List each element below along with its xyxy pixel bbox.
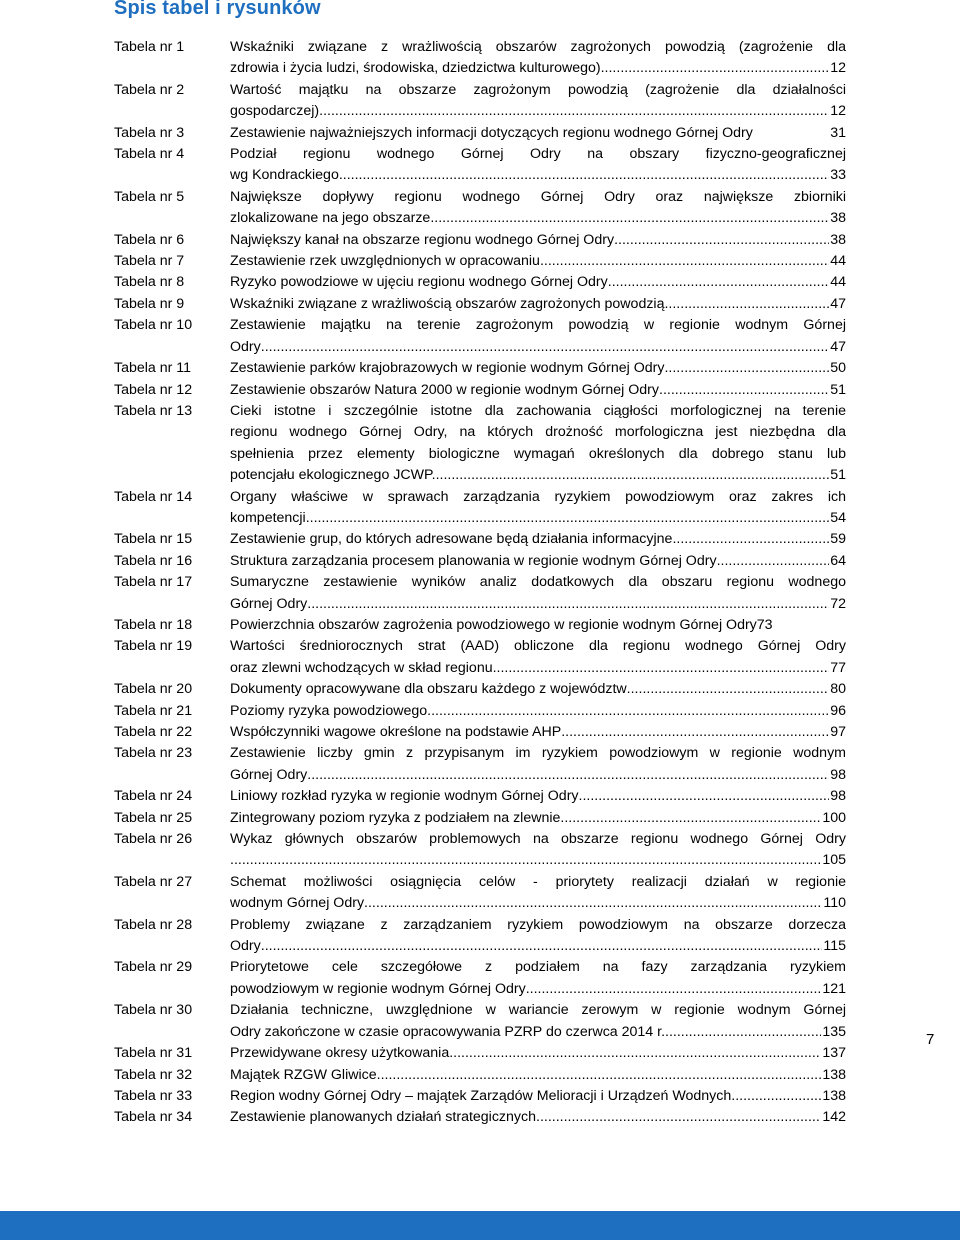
toc-entry-page-number: 12 <box>830 103 846 120</box>
dot-leader <box>427 701 829 722</box>
toc-entry[interactable] <box>114 1000 846 1043</box>
toc-entry-text-line: Region wodny Górnej Odry – majątek Zarządów Melioracji i Urządzeń Wodnych <box>230 1087 732 1104</box>
toc-entry-page-number: 142 <box>822 1109 846 1126</box>
toc-entry-text-line: Podział regionu wodnego Górnej Odry na obszary fizyczno-geograficznej <box>230 146 846 163</box>
toc-entry[interactable] <box>114 551 846 572</box>
toc-entry-description <box>230 679 846 700</box>
toc-entry-text-line: zlokalizowane na jego obszarze <box>230 210 431 227</box>
toc-entry-text-line: Cieki istotne i szczególnie istotne dla zachowania ciągłości morfologicznej na terenie <box>230 402 846 419</box>
toc-entry-label: Tabela nr 19 <box>114 638 193 655</box>
toc-entry-label: Tabela nr 25 <box>114 809 193 826</box>
toc-entry-page-number: 72 <box>830 595 846 612</box>
toc-entry[interactable] <box>114 701 846 722</box>
toc-entry[interactable] <box>114 294 846 315</box>
toc-entry-label: Tabela nr 6 <box>114 231 185 248</box>
toc-entry-page-number: 137 <box>822 1045 846 1062</box>
toc-entry-text-line: Górnej Odry <box>230 766 308 783</box>
toc-entry-page-number: 138 <box>822 1087 846 1104</box>
dot-leader <box>664 294 829 315</box>
toc-entry-text-line: wg Kondrackiego <box>230 167 339 184</box>
toc-entry-label: Tabela nr 11 <box>114 360 192 377</box>
toc-entry-label: Tabela nr 12 <box>114 381 193 398</box>
toc-entry[interactable] <box>114 401 846 487</box>
dot-leader <box>601 58 830 79</box>
toc-entry-page-number: 54 <box>830 509 846 526</box>
footer-bar <box>0 1211 960 1240</box>
toc-entry-page-number: 138 <box>822 1066 846 1083</box>
toc-entry-description <box>230 529 846 550</box>
toc-entry[interactable] <box>114 915 846 958</box>
toc-entry[interactable] <box>114 1043 846 1064</box>
toc-entry-text-line: Powierzchnia obszarów zagrożenia powodziowego w regionie wodnym Górnej Odry <box>230 616 757 633</box>
toc-entry[interactable] <box>114 957 846 1000</box>
toc-entry[interactable] <box>114 1086 846 1107</box>
toc-entry[interactable] <box>114 679 846 700</box>
toc-entry[interactable] <box>114 529 846 550</box>
toc-entry[interactable] <box>114 615 846 636</box>
toc-entry[interactable] <box>114 230 846 251</box>
toc-entry-label: Tabela nr 4 <box>114 146 185 163</box>
toc-entry-description <box>230 251 846 272</box>
toc-entry-label: Tabela nr 26 <box>114 831 193 848</box>
dot-leader <box>659 380 829 401</box>
toc-entry-label: Tabela nr 13 <box>114 402 193 419</box>
toc-entry-page-number: 135 <box>822 1023 846 1040</box>
toc-entry-page-number: 96 <box>830 702 846 719</box>
toc-entry-label: Tabela nr 16 <box>114 552 193 569</box>
toc-entry-text-line: Organy właściwe w sprawach zarządzania ryzykiem powodziowym oraz zakres ich <box>230 488 846 505</box>
toc-entry-label: Tabela nr 31 <box>114 1045 193 1062</box>
dot-leader <box>672 529 829 550</box>
toc-entry-description <box>230 401 846 487</box>
dot-leader <box>493 658 830 679</box>
toc-entry-text-line: Wykaz głównych obszarów problemowych na obszarze regionu wodnego Górnej Odry <box>230 831 846 848</box>
toc-entry[interactable] <box>114 872 846 915</box>
toc-entry-label: Tabela nr 33 <box>114 1087 193 1104</box>
toc-entry-text-line: Największy kanał na obszarze regionu wodnego Górnej Odry <box>230 231 615 248</box>
toc-entry-description <box>230 1065 846 1086</box>
toc-entry[interactable] <box>114 786 846 807</box>
dot-leader <box>436 465 830 486</box>
dot-leader <box>579 786 830 807</box>
dot-leader <box>339 165 829 186</box>
dot-leader <box>230 850 821 871</box>
toc-entry-page-number: 50 <box>830 360 846 377</box>
toc-entry[interactable] <box>114 1107 846 1128</box>
dot-leader <box>307 765 829 786</box>
toc-entry-text-line: Ryzyko powodziowe w ujęciu regionu wodnego Górnej Odry <box>230 274 608 291</box>
toc-entry-label: Tabela nr 17 <box>114 574 193 591</box>
dot-leader <box>377 1065 822 1086</box>
toc-entry-description <box>230 144 846 187</box>
toc-entry[interactable] <box>114 722 846 743</box>
toc-entry-description <box>230 872 846 915</box>
toc-entry[interactable] <box>114 636 846 679</box>
dot-leader <box>614 230 829 251</box>
toc-entry-page-number: 47 <box>830 338 846 355</box>
toc-entry-description <box>230 358 846 379</box>
dot-leader <box>536 1107 821 1128</box>
toc-entry-description <box>230 230 846 251</box>
toc-entry-description <box>230 294 846 315</box>
toc-entry-text-line: Wartość majątku na obszarze zagrożonym powodzią (zagrożenie dla działalności <box>230 81 846 98</box>
toc-entry-description <box>230 272 846 293</box>
toc-entry-text-line: Priorytetowe cele szczegółowe z podziałem na fazy zarządzania ryzykiem <box>230 959 846 976</box>
toc-entry-label: Tabela nr 29 <box>114 959 193 976</box>
toc-entry-page-number: 115 <box>823 938 846 955</box>
toc-entry-label: Tabela nr 20 <box>114 681 193 698</box>
toc-entry-text-line: Zestawienie rzek uwzględnionych w opracowaniu <box>230 253 540 270</box>
toc-entry-label: Tabela nr 18 <box>114 616 193 633</box>
toc-entry-page-number: 73 <box>756 616 773 633</box>
toc-entry[interactable] <box>114 572 846 615</box>
toc-entry-text-line: wodnym Górnej Odry <box>230 895 365 912</box>
toc-entry[interactable] <box>114 487 846 530</box>
toc-entry-description <box>230 915 846 958</box>
page-title: Spis tabel i rysunków <box>114 0 321 19</box>
toc-entry-description <box>230 722 846 743</box>
toc-entry-text-line: Sumaryczne zestawienie wyników analiz dodatkowych dla obszaru regionu wodnego <box>230 574 846 591</box>
toc-entry-page-number: 100 <box>822 809 846 826</box>
toc-entry-text-line: Zestawienie majątku na terenie zagrożonym powodzią w regionie wodnym Górnej <box>230 317 846 334</box>
toc-entry-description <box>230 743 846 786</box>
toc-entry-text-line: Dokumenty opracowywane dla obszaru każdego z województw <box>230 681 627 698</box>
toc-entry-description <box>230 829 846 872</box>
toc-entry-description <box>230 123 846 144</box>
dot-leader <box>364 893 822 914</box>
toc-entry-label: Tabela nr 5 <box>114 188 185 205</box>
dot-leader <box>261 337 829 358</box>
toc-entry-label: Tabela nr 10 <box>114 317 193 334</box>
toc-entry-page-number: 98 <box>830 766 846 783</box>
toc-entry-label: Tabela nr 7 <box>114 253 185 270</box>
table-of-contents <box>114 37 846 1129</box>
toc-entry-label: Tabela nr 21 <box>114 702 193 719</box>
dot-leader <box>307 594 829 615</box>
toc-entry[interactable] <box>114 251 846 272</box>
toc-entry-text-line: Zestawienie parków krajobrazowych w regionie wodnym Górnej Odry <box>230 360 665 377</box>
toc-entry-text-line: Zestawienie liczby gmin z przypisanym im ryzykiem powodziowym w regionie wodnym <box>230 745 846 762</box>
toc-entry-page-number: 38 <box>830 231 846 248</box>
toc-entry[interactable] <box>114 144 846 187</box>
toc-entry-text-line: Poziomy ryzyka powodziowego <box>230 702 428 719</box>
toc-entry-label: Tabela nr 27 <box>114 873 193 890</box>
toc-entry-text-line: Górnej Odry <box>230 595 308 612</box>
toc-entry-description <box>230 1086 846 1107</box>
toc-entry-label: Tabela nr 32 <box>114 1066 193 1083</box>
toc-entry-text-line: oraz zlewni wchodzących w skład regionu <box>230 659 493 676</box>
toc-entry-description <box>230 786 846 807</box>
toc-entry-page-number: 44 <box>830 274 846 291</box>
toc-entry-label: Tabela nr 9 <box>114 295 185 312</box>
toc-entry-label: Tabela nr 1 <box>114 39 185 55</box>
toc-entry-text-line: Odry zakończone w czasie opracowywania PZRP do czerwca 2014 r. <box>230 1023 666 1040</box>
toc-entry-page-number: 12 <box>830 60 846 77</box>
toc-entry-page-number: 47 <box>830 295 846 312</box>
toc-entry-text-line: regionu wodnego Górnej Odry, na których drożność morfologiczna jest niezbędna dla <box>230 424 846 441</box>
toc-entry-description <box>230 1107 846 1128</box>
toc-entry-text-line: kompetencji <box>230 509 306 526</box>
toc-entry-description <box>230 957 846 1000</box>
toc-entry-page-number: 33 <box>830 167 846 184</box>
toc-entry-label: Tabela nr 3 <box>114 124 185 141</box>
toc-entry-description <box>230 1043 846 1064</box>
toc-entry-page-number: 64 <box>830 552 846 569</box>
toc-entry-label: Tabela nr 15 <box>114 531 193 548</box>
toc-entry[interactable] <box>114 743 846 786</box>
toc-entry-text-line: Zestawienie obszarów Natura 2000 w regionie wodnym Górnej Odry <box>230 381 659 398</box>
toc-entry-description <box>230 315 846 358</box>
toc-entry-text-line: Wskaźniki związane z wrażliwością obszarów zagrożonych powodzią (zagrożenie dla <box>230 39 846 55</box>
toc-entry-page-number: 38 <box>830 210 846 227</box>
dot-leader <box>608 272 829 293</box>
toc-entry-label: Tabela nr 24 <box>114 788 193 805</box>
toc-entry-page-number: 97 <box>830 724 846 740</box>
dot-leader <box>319 101 829 122</box>
toc-entry-page-number: 51 <box>830 381 846 398</box>
toc-entry-text-line: Zestawienie planowanych działań strategicznych <box>230 1109 536 1126</box>
toc-entry-description <box>230 551 846 572</box>
toc-entry-page-number: 110 <box>823 895 846 912</box>
toc-entry[interactable] <box>114 358 846 379</box>
dot-leader <box>561 722 829 743</box>
toc-entry[interactable] <box>114 80 846 123</box>
page-number: 7 <box>926 1031 935 1048</box>
toc-entry[interactable] <box>114 272 846 293</box>
toc-entry-page-number: 77 <box>830 659 846 676</box>
dot-leader <box>560 808 821 829</box>
toc-entry[interactable] <box>114 808 846 829</box>
toc-entry[interactable] <box>114 37 846 80</box>
toc-entry-text-line: Zestawienie najważniejszych informacji dotyczących regionu wodnego Górnej Odry <box>230 124 753 141</box>
dot-leader <box>540 251 829 272</box>
toc-entry-text-line: Problemy związane z zarządzaniem ryzykiem powodziowym na obszarze dorzecza <box>230 916 846 933</box>
toc-entry-text-line: gospodarczej) <box>230 103 320 120</box>
toc-entry-description <box>230 380 846 401</box>
toc-entry-description <box>230 636 846 679</box>
toc-entry-description <box>230 1000 846 1043</box>
toc-entry-text-line: Odry <box>230 338 261 355</box>
toc-entry-page-number: 31 <box>830 124 846 141</box>
toc-entry-label: Tabela nr 8 <box>114 274 185 291</box>
toc-entry-text-line: Schemat możliwości osiągnięcia celów - priorytety realizacji działań w regionie <box>230 873 846 890</box>
toc-entry-label: Tabela nr 22 <box>114 724 193 740</box>
toc-entry-text-line: Współczynniki wagowe określone na podstawie AHP <box>230 724 562 740</box>
toc-entry-label: Tabela nr 23 <box>114 745 193 762</box>
toc-entry-text-line: Działania techniczne, uwzględnione w wariancie zerowym w regionie wodnym Górnej <box>230 1002 846 1019</box>
toc-entry-label: Tabela nr 34 <box>114 1109 193 1126</box>
toc-entry-description <box>230 487 846 530</box>
dot-leader <box>261 936 823 957</box>
toc-entry[interactable] <box>114 123 846 144</box>
toc-entry-text-line: Liniowy rozkład ryzyka w regionie wodnym Górnej Odry <box>230 788 579 805</box>
toc-entry-text-line: Odry <box>230 938 261 955</box>
toc-entry-description <box>230 37 846 80</box>
dot-leader <box>430 208 829 229</box>
toc-entry-description <box>230 187 846 230</box>
toc-entry-text-line: Przewidywane okresy użytkowania <box>230 1045 450 1062</box>
dot-leader <box>664 358 829 379</box>
toc-entry-description <box>230 808 846 829</box>
toc-entry-text-line: Zintegrowany poziom ryzyka z podziałem na zlewnie <box>230 809 561 826</box>
toc-entry-text-line: potencjału ekologicznego JCWP. <box>230 467 436 484</box>
dot-leader <box>306 508 830 529</box>
toc-entry-description <box>230 572 846 615</box>
dot-leader <box>665 1022 821 1043</box>
toc-entry-page-number: 105 <box>822 852 846 869</box>
dot-leader <box>731 1086 821 1107</box>
dot-leader <box>627 679 830 700</box>
toc-entry-text-line: Struktura zarządzania procesem planowania w regionie wodnym Górnej Odry <box>230 552 717 569</box>
toc-entry-label: Tabela nr 30 <box>114 1002 193 1019</box>
toc-entry[interactable] <box>114 829 846 872</box>
toc-entry-page-number: 59 <box>830 531 846 548</box>
dot-leader <box>526 979 822 1000</box>
dot-leader <box>717 551 830 572</box>
toc-entry-page-number: 98 <box>830 788 846 805</box>
toc-entry-text-line: Zestawienie grup, do których adresowane będą działania informacyjne <box>230 531 673 548</box>
toc-entry[interactable] <box>114 380 846 401</box>
toc-entry-text-line: Wskaźniki związane z wrażliwością obszarów zagrożonych powodzią <box>230 295 665 312</box>
toc-entry-text-line: Wartości średniorocznych strat (AAD) obliczone dla regionu wodnego Górnej Odry <box>230 638 846 655</box>
toc-entry-label: Tabela nr 2 <box>114 81 185 98</box>
toc-entry[interactable] <box>114 187 846 230</box>
toc-entry-description <box>230 701 846 722</box>
toc-entry-text-line: Największe dopływy regionu wodnego Górnej Odry oraz największe zbiorniki <box>230 188 846 205</box>
toc-entry-label: Tabela nr 14 <box>114 488 193 505</box>
toc-entry-page-number: 80 <box>830 681 846 698</box>
toc-entry-text-line: zdrowia i życia ludzi, środowiska, dziedzictwa kulturowego) <box>230 60 601 77</box>
toc-entry-description <box>230 615 846 636</box>
toc-entry-page-number: 51 <box>830 467 846 484</box>
toc-entry-page-number: 121 <box>822 980 846 997</box>
toc-entry-page-number: 44 <box>830 253 846 270</box>
dot-leader <box>449 1043 821 1064</box>
toc-entry-description <box>230 80 846 123</box>
toc-entry-text-line: spełnienia przez elementy biologiczne wymagań określonych dla dobrego stanu lub <box>230 445 846 462</box>
toc-entry-label: Tabela nr 28 <box>114 916 193 933</box>
toc-entry-text-line: powodziowym w regionie wodnym Górnej Odry <box>230 980 526 997</box>
toc-entry[interactable] <box>114 315 846 358</box>
toc-entry-text-line: Majątek RZGW Gliwice <box>230 1066 377 1083</box>
toc-entry[interactable] <box>114 1065 846 1086</box>
